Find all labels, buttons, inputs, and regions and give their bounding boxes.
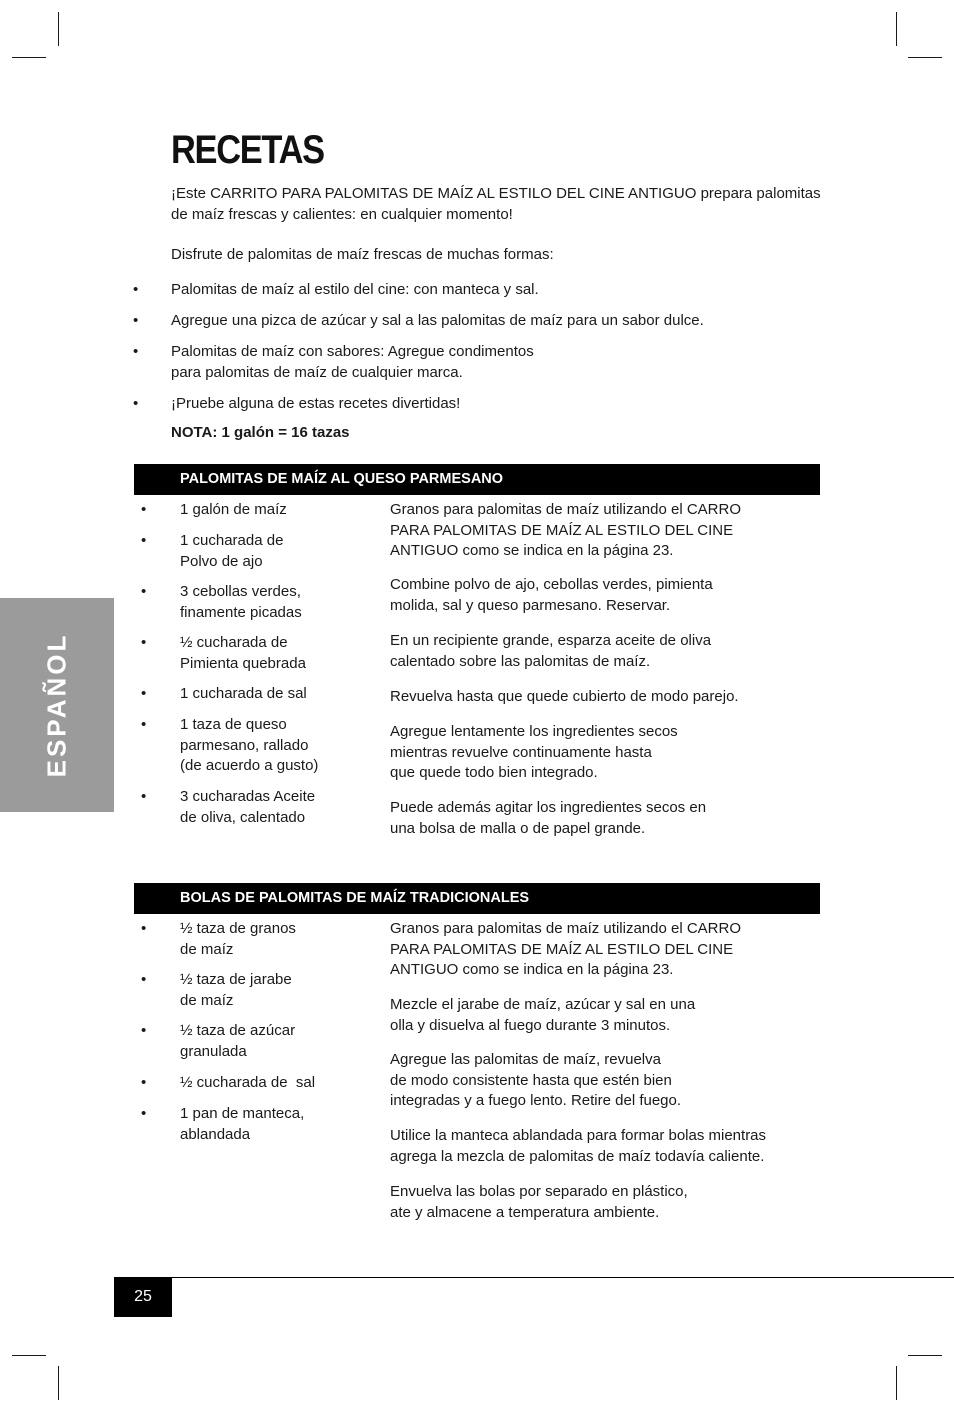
ingredient-line: Pimienta quebrada bbox=[180, 654, 306, 672]
ingredient-line: ½ cucharada de bbox=[180, 634, 288, 651]
bullet-icon: • bbox=[133, 395, 139, 412]
bullet-icon: • bbox=[141, 685, 147, 702]
recipe-heading bbox=[134, 464, 820, 495]
step-line: de modo consistente hasta que estén bien bbox=[390, 1071, 672, 1089]
bullet-icon: • bbox=[141, 788, 147, 805]
step-line: integradas y a fuego lento. Retire del fuego. bbox=[390, 1092, 682, 1109]
bullet-icon: • bbox=[141, 532, 147, 549]
step-line: ANTIGUO como se indica en la página 23. bbox=[390, 542, 674, 559]
page-title: RECETAS bbox=[171, 128, 324, 172]
recipe-heading bbox=[134, 883, 820, 914]
step-line: molida, sal y queso parmesano. Reservar. bbox=[390, 596, 671, 614]
step-line: olla y disuelva al fuego durante 3 minutos. bbox=[390, 1016, 671, 1034]
page-number: 25 bbox=[114, 1277, 172, 1317]
step-line: calentado sobre las palomitas de maíz. bbox=[390, 652, 651, 670]
step-line: mientras revuelve continuamente hasta bbox=[390, 743, 652, 761]
language-tab bbox=[0, 598, 114, 812]
intro-paragraph bbox=[171, 184, 821, 225]
ingredient-line: ½ cucharada de sal bbox=[180, 1074, 316, 1091]
bullet-icon: • bbox=[133, 343, 139, 360]
bullet-icon: • bbox=[141, 716, 147, 733]
ingredient-line: (de acuerdo a gusto) bbox=[180, 757, 319, 774]
bullet-icon: • bbox=[141, 583, 147, 600]
step-line: PARA PALOMITAS DE MAÍZ AL ESTILO DEL CINE bbox=[390, 521, 734, 539]
step-line: que quede todo bien integrado. bbox=[390, 764, 598, 781]
intro-line: de maíz frescas y calientes: en cualquier momento! bbox=[171, 205, 513, 223]
recipe-heading-text: PALOMITAS DE MAÍZ AL QUESO PARMESANO bbox=[180, 471, 504, 487]
bullet-icon: • bbox=[141, 1105, 147, 1122]
list-item-line: Palomitas de maíz con sabores: Agregue condimentos bbox=[171, 343, 534, 360]
language-tab-label: ESPAÑOL bbox=[41, 632, 72, 778]
ingredient-line: 1 cucharada de sal bbox=[180, 685, 307, 702]
bullet-icon: • bbox=[133, 312, 139, 329]
step-line: Granos para palomitas de maíz utilizando el CARRO bbox=[390, 501, 741, 518]
step-line: Mezcle el jarabe de maíz, azúcar y sal en una bbox=[390, 996, 696, 1013]
step-line: Agregue las palomitas de maíz, revuelva bbox=[390, 1051, 661, 1068]
recipe-step bbox=[390, 500, 810, 562]
list-item-text: Agregue una pizca de azúcar y sal a las palomitas de maíz para un sabor dulce. bbox=[171, 312, 704, 329]
step-line: Granos para palomitas de maíz utilizando el CARRO bbox=[390, 920, 741, 937]
ingredient-line: parmesano, rallado bbox=[180, 736, 309, 754]
crop-mark bbox=[12, 57, 46, 58]
step-line: agrega la mezcla de palomitas de maíz todavía caliente. bbox=[390, 1147, 765, 1165]
list-item-text bbox=[171, 342, 534, 383]
bullet-icon: • bbox=[141, 634, 147, 651]
list-item-text: ¡Pruebe alguna de estas recetes divertidas! bbox=[171, 395, 461, 412]
step-line: Utilice la manteca ablandada para formar bolas mientras bbox=[390, 1127, 767, 1144]
note-text: NOTA: 1 galón = 16 tazas bbox=[171, 424, 350, 441]
recipe-heading-text: BOLAS DE PALOMITAS DE MAÍZ TRADICIONALES bbox=[180, 890, 530, 906]
step-line: ate y almacene a temperatura ambiente. bbox=[390, 1203, 660, 1221]
bullet-icon: • bbox=[141, 971, 147, 988]
ingredient-line: 1 cucharada de bbox=[180, 532, 284, 549]
crop-mark bbox=[908, 57, 942, 58]
ingredient-line: Polvo de ajo bbox=[180, 552, 263, 570]
step-line: Puede además agitar los ingredientes secos en bbox=[390, 799, 707, 816]
ingredient-line: ½ taza de granos bbox=[180, 920, 296, 937]
crop-mark bbox=[896, 1366, 897, 1400]
ingredient-line: de oliva, calentado bbox=[180, 808, 306, 826]
recipe-step bbox=[390, 1182, 810, 1223]
step-line: En un recipiente grande, esparza aceite de oliva bbox=[390, 632, 712, 649]
bullet-icon: • bbox=[141, 1074, 147, 1091]
list-item-line: para palomitas de maíz de cualquier marca. bbox=[171, 363, 463, 381]
step-line: Combine polvo de ajo, cebollas verdes, pimienta bbox=[390, 576, 713, 593]
recipe-step bbox=[390, 1126, 810, 1167]
recipe-step bbox=[390, 575, 810, 616]
step-line: Revuelva hasta que quede cubierto de modo parejo. bbox=[390, 688, 739, 705]
bullet-icon: • bbox=[141, 920, 147, 937]
ingredient-line: ablandada bbox=[180, 1125, 251, 1143]
ingredient-line: 1 taza de queso bbox=[180, 716, 287, 733]
ingredient-line: ½ taza de jarabe bbox=[180, 971, 292, 988]
recipe-step bbox=[390, 995, 810, 1036]
ingredient-line: granulada bbox=[180, 1042, 247, 1060]
crop-mark bbox=[58, 1366, 59, 1400]
step-line: Agregue lentamente los ingredientes secos bbox=[390, 723, 678, 740]
recipe-step bbox=[390, 722, 810, 784]
ingredient-line: 3 cucharadas Aceite bbox=[180, 788, 316, 805]
crop-mark bbox=[12, 1355, 46, 1356]
recipe-step bbox=[390, 798, 810, 839]
bullet-icon: • bbox=[141, 1022, 147, 1039]
step-line: PARA PALOMITAS DE MAÍZ AL ESTILO DEL CINE bbox=[390, 940, 734, 958]
ingredient-line: finamente picadas bbox=[180, 603, 302, 621]
step-line: Envuelva las bolas por separado en plástico, bbox=[390, 1183, 688, 1200]
crop-mark bbox=[58, 12, 59, 46]
recipe-step bbox=[390, 631, 810, 672]
list-item-text: Palomitas de maíz al estilo del cine: con manteca y sal. bbox=[171, 281, 539, 298]
enjoy-text: Disfrute de palomitas de maíz frescas de muchas formas: bbox=[171, 246, 554, 263]
recipe-step bbox=[390, 1050, 810, 1112]
ingredient-line: de maíz bbox=[180, 991, 234, 1009]
footer-rule bbox=[114, 1277, 954, 1278]
ingredient-line: 3 cebollas verdes, bbox=[180, 583, 301, 600]
crop-mark bbox=[896, 12, 897, 46]
recipe-step bbox=[390, 919, 810, 981]
ingredient-line: de maíz bbox=[180, 940, 234, 958]
ingredient-line: 1 galón de maíz bbox=[180, 501, 287, 518]
ingredient-line: 1 pan de manteca, bbox=[180, 1105, 305, 1122]
intro-line: ¡Este CARRITO PARA PALOMITAS DE MAÍZ AL ESTILO DEL CINE ANTIGUO prepara palomitas bbox=[171, 185, 821, 202]
bullet-icon: • bbox=[141, 501, 147, 518]
step-line: ANTIGUO como se indica en la página 23. bbox=[390, 961, 674, 978]
ingredient-line: ½ taza de azúcar bbox=[180, 1022, 296, 1039]
step-line: una bolsa de malla o de papel grande. bbox=[390, 819, 646, 837]
bullet-icon: • bbox=[133, 281, 139, 298]
crop-mark bbox=[908, 1355, 942, 1356]
recipe-step bbox=[390, 687, 810, 708]
